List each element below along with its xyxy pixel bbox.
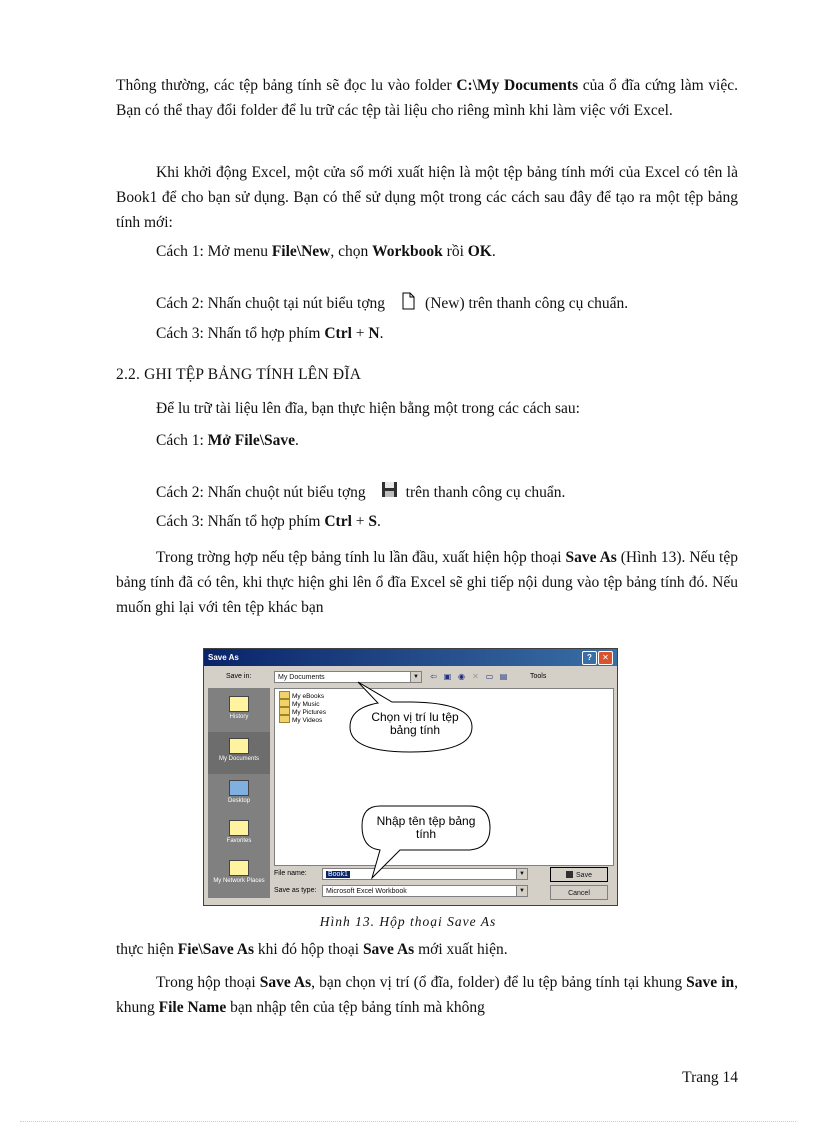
paragraph-save-as-usage: Trong hộp thoại Save As, bạn chọn vị trí (ổ đĩa, folder) để lu tệp bảng tính tại khung Save in, khung File Name bạn nhập tên của tệp bảng tính mà không — [116, 974, 738, 1016]
figure-caption: Hình 13. Hộp thoại Save As — [319, 914, 497, 929]
page-number: Trang 14 — [682, 1069, 738, 1086]
list-item[interactable]: My eBooks — [279, 691, 324, 700]
file-name-value: Book1 — [328, 871, 348, 878]
new-method-1: Cách 1: Mở menu File\New, chọn Workbook rồi OK. — [156, 243, 496, 260]
list-item[interactable]: My Pictures — [279, 707, 326, 716]
close-icon[interactable]: ✕ — [598, 651, 613, 665]
save-button[interactable]: Save — [550, 867, 608, 882]
paragraph-save-intro: Để lu trữ tài liệu lên đĩa, bạn thực hiện bằng một trong các cách sau: — [156, 400, 580, 417]
dialog-title: Save As — [208, 653, 239, 662]
chevron-down-icon: ▼ — [516, 869, 527, 879]
path-text: C:\My Documents — [456, 77, 579, 94]
cancel-button[interactable]: Cancel — [550, 885, 608, 900]
list-item[interactable]: My Music — [279, 699, 319, 708]
place-network[interactable]: My Network Places — [208, 854, 270, 896]
paragraph-new-workbook: Khi khởi động Excel, một cửa sổ mới xuất hiện là một tệp bảng tính mới của Excel có tên là Book1 để cho bạn sử dụng. Bạn có thể sử dụng một trong các cách sau đây để tạo ra một tệp bảng tính mới: — [116, 164, 738, 231]
chevron-down-icon: ▼ — [516, 886, 527, 896]
save-method-3: Cách 3: Nhấn tổ hợp phím Ctrl + S. — [156, 513, 381, 530]
place-favorites[interactable]: Favorites — [208, 814, 270, 856]
delete-icon[interactable]: ✕ — [472, 672, 479, 681]
up-folder-icon[interactable]: ▣ — [443, 672, 452, 681]
place-desktop[interactable]: Desktop — [208, 774, 270, 816]
section-heading: 2.2. GHI TỆP BẢNG TÍNH LÊN ĐĨA — [116, 366, 362, 383]
help-icon[interactable]: ? — [582, 651, 597, 665]
callout-location-text: Chọn vị trí lu tệp bảng tính — [371, 710, 459, 737]
new-method-2: Cách 2: Nhấn chuột tại nút biểu tợng (New) trên thanh công cụ chuẩn. — [156, 290, 628, 313]
place-my-documents[interactable]: My Documents — [208, 732, 270, 774]
new-folder-icon[interactable]: ▭ — [485, 672, 494, 681]
place-history[interactable]: History — [208, 690, 270, 732]
back-icon[interactable]: ⇦ — [430, 672, 437, 681]
save-method-2: Cách 2: Nhấn chuột nút biểu tợng trên thanh công cụ chuẩn. — [156, 479, 565, 502]
callout-filename-text: Nhập tên tệp bảng tính — [376, 814, 476, 841]
paragraph-save-as-new-name: thực hiện Fie\Save As khi đó hộp thoại Save As mới xuất hiện. — [116, 941, 508, 958]
save-as-type-value: Microsoft Excel Workbook — [326, 888, 407, 895]
paragraph-save-as: Trong trờng hợp nếu tệp bảng tính lu lần đầu, xuất hiện hộp thoại Save As (Hình 13). Nếu tệp bảng tính đã có tên, khi thực hiện ghi lên ổ đĩa Excel sẽ ghi tiếp nội dung vào tệp bảng tính đó. Nếu muốn ghi lại với tên tệp khác bạn — [116, 549, 738, 616]
chevron-down-icon: ▼ — [410, 672, 421, 682]
footer-divider — [20, 1121, 796, 1122]
new-method-3: Cách 3: Nhấn tổ hợp phím Ctrl + N. — [156, 325, 384, 342]
save-as-type-label: Save as type: — [274, 887, 317, 894]
views-icon[interactable]: ▤ — [499, 672, 508, 681]
save-method-1: Cách 1: Mở File\Save. — [156, 432, 299, 449]
save-in-value: My Documents — [278, 674, 325, 681]
text: Thông thường, các tệp bảng tính sẽ đọc lu vào folder — [116, 77, 457, 94]
file-name-label: File name: — [274, 870, 307, 877]
search-web-icon[interactable]: ◉ — [458, 672, 465, 681]
tools-menu[interactable]: Tools — [530, 673, 547, 680]
list-item[interactable]: My Videos — [279, 715, 322, 724]
text: của ổ đĩa cứng làm việc. Bạn có thể thay đổi folder để lu trữ các tệp tài liệu cho riêng mình khi làm việc với Excel. — [116, 77, 738, 119]
save-in-label: Save in: — [226, 673, 252, 680]
